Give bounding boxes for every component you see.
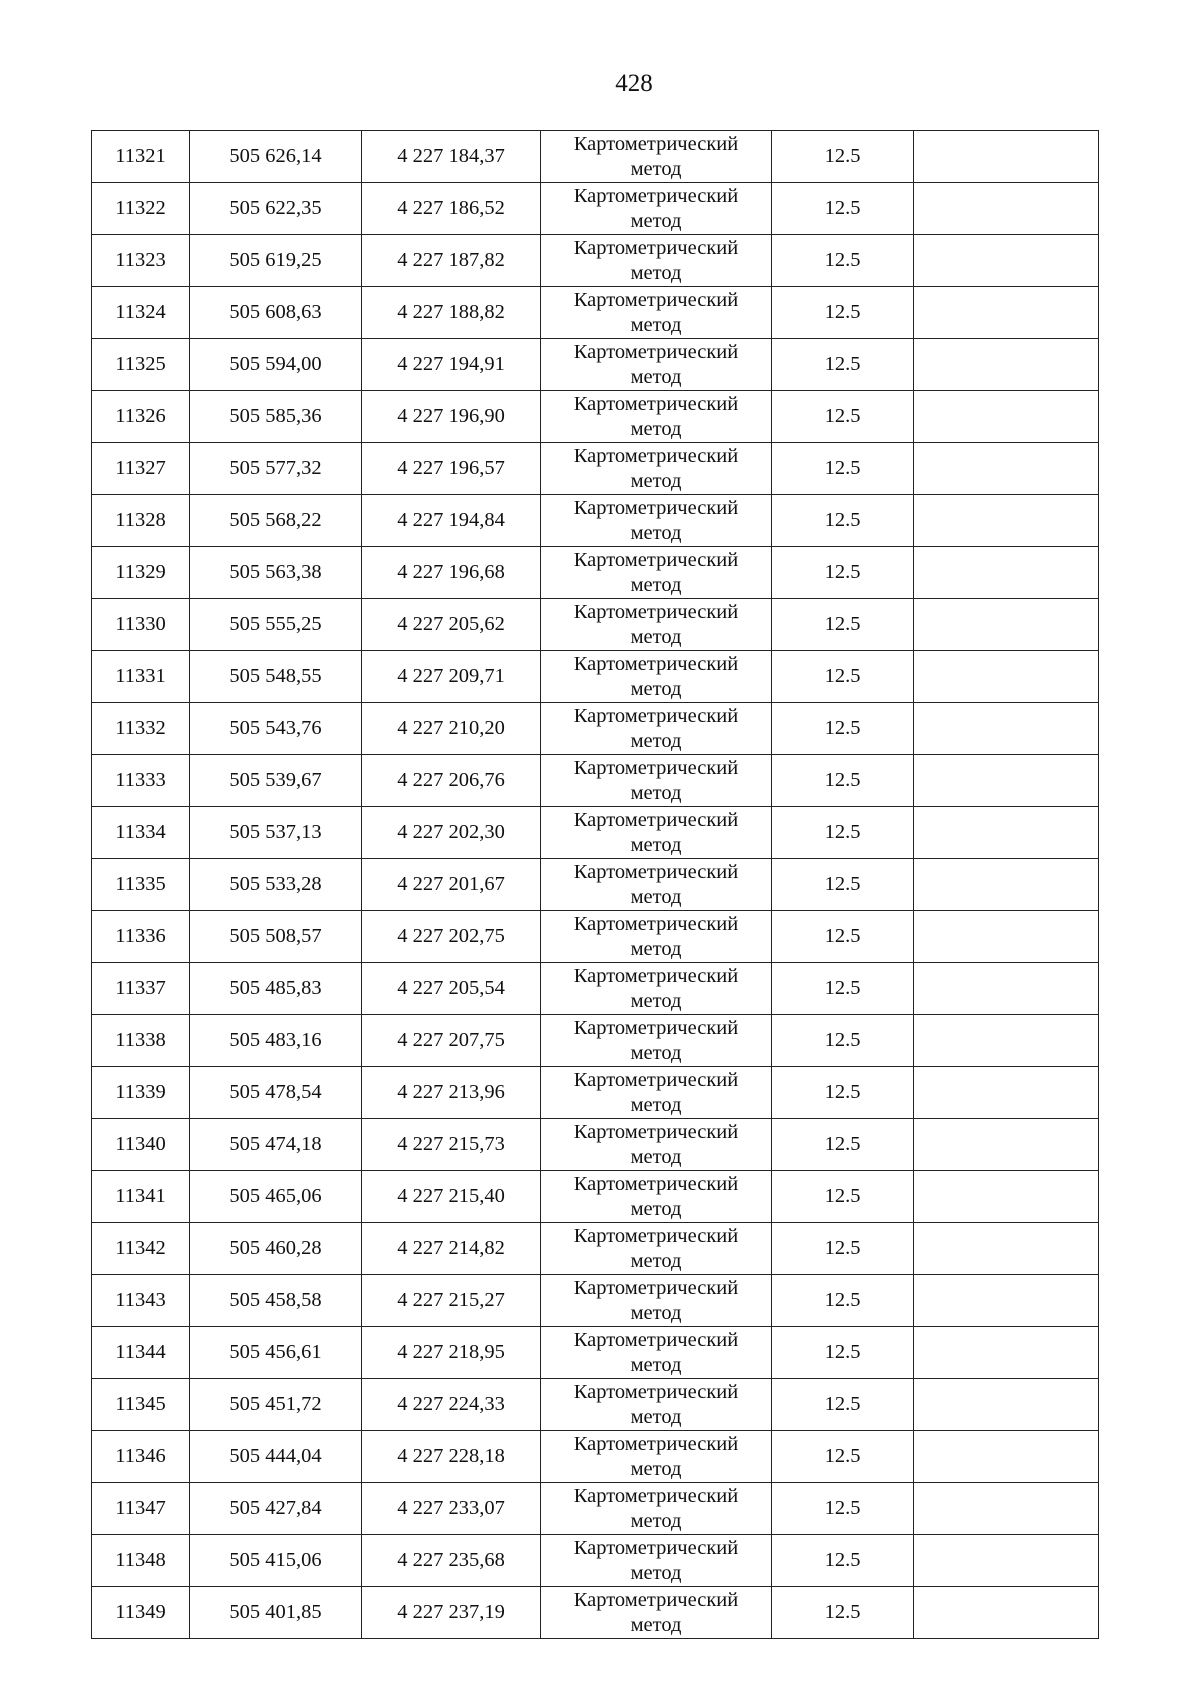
- method-line-2: метод: [630, 625, 682, 648]
- accuracy-cell: 12.5: [772, 443, 914, 495]
- point-number-cell: 11343: [92, 1275, 190, 1327]
- x-coordinate-cell: 505 555,25: [190, 599, 362, 651]
- method-cell: [541, 131, 772, 183]
- x-coordinate-cell: 505 594,00: [190, 339, 362, 391]
- method-cell: [541, 1015, 772, 1067]
- method-cell: [541, 235, 772, 287]
- y-coordinate-cell: 4 227 205,54: [362, 963, 541, 1015]
- accuracy-cell: 12.5: [772, 1535, 914, 1587]
- table-row: [92, 1067, 1099, 1119]
- point-number-cell: 11340: [92, 1119, 190, 1171]
- x-coordinate-cell: 505 622,35: [190, 183, 362, 235]
- method-line-2: метод: [630, 573, 682, 596]
- accuracy-cell: 12.5: [772, 1171, 914, 1223]
- method-line-1: Картометрический: [573, 548, 739, 571]
- accuracy-cell: 12.5: [772, 1015, 914, 1067]
- point-number-cell: 11335: [92, 859, 190, 911]
- method-line-1: Картометрический: [573, 704, 739, 727]
- x-coordinate-cell: 505 460,28: [190, 1223, 362, 1275]
- accuracy-cell: 12.5: [772, 963, 914, 1015]
- method-line-1: Картометрический: [573, 132, 739, 155]
- y-coordinate-cell: 4 227 202,75: [362, 911, 541, 963]
- x-coordinate-cell: 505 577,32: [190, 443, 362, 495]
- method-line-2: метод: [630, 365, 682, 388]
- y-coordinate-cell: 4 227 214,82: [362, 1223, 541, 1275]
- page-number: 428: [615, 70, 653, 97]
- point-number-cell: 11344: [92, 1327, 190, 1379]
- y-coordinate-cell: 4 227 184,37: [362, 131, 541, 183]
- method-cell: [541, 911, 772, 963]
- method-line-2: метод: [630, 1301, 682, 1324]
- x-coordinate-cell: 505 485,83: [190, 963, 362, 1015]
- y-coordinate-cell: 4 227 233,07: [362, 1483, 541, 1535]
- table-row: [92, 1587, 1099, 1639]
- point-number-cell: 11330: [92, 599, 190, 651]
- method-line-2: метод: [630, 261, 682, 284]
- point-number-cell: 11324: [92, 287, 190, 339]
- y-coordinate-cell: 4 227 194,91: [362, 339, 541, 391]
- point-number-cell: 11341: [92, 1171, 190, 1223]
- point-number-cell: 11321: [92, 131, 190, 183]
- y-coordinate-cell: 4 227 228,18: [362, 1431, 541, 1483]
- method-cell: [541, 703, 772, 755]
- x-coordinate-cell: 505 539,67: [190, 755, 362, 807]
- coordinates-table: [91, 130, 1099, 1639]
- method-line-2: метод: [630, 1561, 682, 1584]
- table-row: [92, 235, 1099, 287]
- method-line-1: Картометрический: [573, 236, 739, 259]
- x-coordinate-cell: 505 619,25: [190, 235, 362, 287]
- table-row: [92, 547, 1099, 599]
- x-coordinate-cell: 505 543,76: [190, 703, 362, 755]
- x-coordinate-cell: 505 508,57: [190, 911, 362, 963]
- method-line-1: Картометрический: [573, 340, 739, 363]
- method-line-1: Картометрический: [573, 964, 739, 987]
- x-coordinate-cell: 505 533,28: [190, 859, 362, 911]
- table-row: [92, 859, 1099, 911]
- table-row: [92, 131, 1099, 183]
- method-line-1: Картометрический: [573, 1068, 739, 1091]
- method-line-2: метод: [630, 469, 682, 492]
- point-number-cell: 11334: [92, 807, 190, 859]
- table-row: [92, 1535, 1099, 1587]
- table-row: [92, 1327, 1099, 1379]
- table-row: [92, 339, 1099, 391]
- method-cell: [541, 859, 772, 911]
- accuracy-cell: 12.5: [772, 599, 914, 651]
- y-coordinate-cell: 4 227 207,75: [362, 1015, 541, 1067]
- y-coordinate-cell: 4 227 196,90: [362, 391, 541, 443]
- accuracy-cell: 12.5: [772, 131, 914, 183]
- method-cell: [541, 1327, 772, 1379]
- method-line-1: Картометрический: [573, 1224, 739, 1247]
- empty-cell: [914, 1067, 1099, 1119]
- empty-cell: [914, 495, 1099, 547]
- empty-cell: [914, 391, 1099, 443]
- empty-cell: [914, 1015, 1099, 1067]
- y-coordinate-cell: 4 227 187,82: [362, 235, 541, 287]
- method-line-1: Картометрический: [573, 912, 739, 935]
- point-number-cell: 11333: [92, 755, 190, 807]
- method-line-1: Картометрический: [573, 1016, 739, 1039]
- empty-cell: [914, 807, 1099, 859]
- empty-cell: [914, 1431, 1099, 1483]
- method-line-2: метод: [630, 833, 682, 856]
- method-line-1: Картометрический: [573, 392, 739, 415]
- y-coordinate-cell: 4 227 196,68: [362, 547, 541, 599]
- x-coordinate-cell: 505 465,06: [190, 1171, 362, 1223]
- accuracy-cell: 12.5: [772, 391, 914, 443]
- empty-cell: [914, 1535, 1099, 1587]
- method-line-1: Картометрический: [573, 808, 739, 831]
- accuracy-cell: 12.5: [772, 859, 914, 911]
- table-row: [92, 287, 1099, 339]
- point-number-cell: 11323: [92, 235, 190, 287]
- empty-cell: [914, 339, 1099, 391]
- y-coordinate-cell: 4 227 237,19: [362, 1587, 541, 1639]
- accuracy-cell: 12.5: [772, 1379, 914, 1431]
- x-coordinate-cell: 505 458,58: [190, 1275, 362, 1327]
- y-coordinate-cell: 4 227 210,20: [362, 703, 541, 755]
- point-number-cell: 11342: [92, 1223, 190, 1275]
- method-cell: [541, 443, 772, 495]
- accuracy-cell: 12.5: [772, 807, 914, 859]
- method-line-2: метод: [630, 1509, 682, 1532]
- accuracy-cell: 12.5: [772, 911, 914, 963]
- table-row: [92, 1275, 1099, 1327]
- accuracy-cell: 12.5: [772, 651, 914, 703]
- method-line-2: метод: [630, 1405, 682, 1428]
- empty-cell: [914, 651, 1099, 703]
- y-coordinate-cell: 4 227 206,76: [362, 755, 541, 807]
- table-row: [92, 807, 1099, 859]
- method-line-2: метод: [630, 677, 682, 700]
- method-line-2: метод: [630, 157, 682, 180]
- x-coordinate-cell: 505 585,36: [190, 391, 362, 443]
- x-coordinate-cell: 505 537,13: [190, 807, 362, 859]
- x-coordinate-cell: 505 451,72: [190, 1379, 362, 1431]
- empty-cell: [914, 287, 1099, 339]
- empty-cell: [914, 1587, 1099, 1639]
- y-coordinate-cell: 4 227 215,27: [362, 1275, 541, 1327]
- method-line-2: метод: [630, 209, 682, 232]
- method-line-1: Картометрический: [573, 1536, 739, 1559]
- accuracy-cell: 12.5: [772, 1067, 914, 1119]
- method-cell: [541, 1483, 772, 1535]
- accuracy-cell: 12.5: [772, 339, 914, 391]
- empty-cell: [914, 755, 1099, 807]
- table-row: [92, 443, 1099, 495]
- method-line-1: Картометрический: [573, 600, 739, 623]
- method-line-2: метод: [630, 885, 682, 908]
- accuracy-cell: 12.5: [772, 183, 914, 235]
- point-number-cell: 11348: [92, 1535, 190, 1587]
- method-line-2: метод: [630, 1041, 682, 1064]
- accuracy-cell: 12.5: [772, 1119, 914, 1171]
- table-body: [92, 131, 1099, 1639]
- empty-cell: [914, 1171, 1099, 1223]
- empty-cell: [914, 547, 1099, 599]
- accuracy-cell: 12.5: [772, 1431, 914, 1483]
- method-line-2: метод: [630, 313, 682, 336]
- method-cell: [541, 339, 772, 391]
- table-row: [92, 1431, 1099, 1483]
- x-coordinate-cell: 505 474,18: [190, 1119, 362, 1171]
- table-row: [92, 651, 1099, 703]
- point-number-cell: 11337: [92, 963, 190, 1015]
- method-line-2: метод: [630, 729, 682, 752]
- table-row: [92, 1483, 1099, 1535]
- point-number-cell: 11326: [92, 391, 190, 443]
- point-number-cell: 11327: [92, 443, 190, 495]
- method-line-1: Картометрический: [573, 288, 739, 311]
- table-row: [92, 1223, 1099, 1275]
- method-cell: [541, 547, 772, 599]
- point-number-cell: 11331: [92, 651, 190, 703]
- method-line-1: Картометрический: [573, 1172, 739, 1195]
- table-row: [92, 911, 1099, 963]
- accuracy-cell: 12.5: [772, 235, 914, 287]
- x-coordinate-cell: 505 427,84: [190, 1483, 362, 1535]
- method-line-2: метод: [630, 781, 682, 804]
- method-line-2: метод: [630, 1457, 682, 1480]
- method-line-2: метод: [630, 1197, 682, 1220]
- method-line-1: Картометрический: [573, 496, 739, 519]
- table-row: [92, 1119, 1099, 1171]
- method-cell: [541, 1535, 772, 1587]
- x-coordinate-cell: 505 444,04: [190, 1431, 362, 1483]
- point-number-cell: 11328: [92, 495, 190, 547]
- method-line-2: метод: [630, 1613, 682, 1636]
- y-coordinate-cell: 4 227 201,67: [362, 859, 541, 911]
- method-line-2: метод: [630, 1093, 682, 1116]
- method-cell: [541, 651, 772, 703]
- empty-cell: [914, 599, 1099, 651]
- method-cell: [541, 1431, 772, 1483]
- method-line-1: Картометрический: [573, 1432, 739, 1455]
- method-line-1: Картометрический: [573, 1380, 739, 1403]
- empty-cell: [914, 1483, 1099, 1535]
- method-line-2: метод: [630, 417, 682, 440]
- method-line-1: Картометрический: [573, 1276, 739, 1299]
- method-cell: [541, 1379, 772, 1431]
- accuracy-cell: 12.5: [772, 287, 914, 339]
- y-coordinate-cell: 4 227 202,30: [362, 807, 541, 859]
- point-number-cell: 11322: [92, 183, 190, 235]
- method-line-2: метод: [630, 937, 682, 960]
- y-coordinate-cell: 4 227 186,52: [362, 183, 541, 235]
- accuracy-cell: 12.5: [772, 1587, 914, 1639]
- empty-cell: [914, 1379, 1099, 1431]
- empty-cell: [914, 183, 1099, 235]
- x-coordinate-cell: 505 548,55: [190, 651, 362, 703]
- y-coordinate-cell: 4 227 224,33: [362, 1379, 541, 1431]
- y-coordinate-cell: 4 227 235,68: [362, 1535, 541, 1587]
- accuracy-cell: 12.5: [772, 1275, 914, 1327]
- empty-cell: [914, 1223, 1099, 1275]
- empty-cell: [914, 131, 1099, 183]
- empty-cell: [914, 1275, 1099, 1327]
- method-line-2: метод: [630, 1249, 682, 1272]
- table-row: [92, 495, 1099, 547]
- accuracy-cell: 12.5: [772, 703, 914, 755]
- table-row: [92, 391, 1099, 443]
- point-number-cell: 11332: [92, 703, 190, 755]
- x-coordinate-cell: 505 456,61: [190, 1327, 362, 1379]
- table-row: [92, 1379, 1099, 1431]
- method-line-1: Картометрический: [573, 1484, 739, 1507]
- method-line-1: Картометрический: [573, 184, 739, 207]
- empty-cell: [914, 1119, 1099, 1171]
- table-row: [92, 963, 1099, 1015]
- method-cell: [541, 1223, 772, 1275]
- method-cell: [541, 599, 772, 651]
- empty-cell: [914, 859, 1099, 911]
- x-coordinate-cell: 505 478,54: [190, 1067, 362, 1119]
- method-cell: [541, 1119, 772, 1171]
- point-number-cell: 11349: [92, 1587, 190, 1639]
- point-number-cell: 11338: [92, 1015, 190, 1067]
- method-cell: [541, 1275, 772, 1327]
- y-coordinate-cell: 4 227 213,96: [362, 1067, 541, 1119]
- point-number-cell: 11346: [92, 1431, 190, 1483]
- empty-cell: [914, 443, 1099, 495]
- method-line-2: метод: [630, 1353, 682, 1376]
- x-coordinate-cell: 505 608,63: [190, 287, 362, 339]
- y-coordinate-cell: 4 227 209,71: [362, 651, 541, 703]
- method-line-1: Картометрический: [573, 1120, 739, 1143]
- point-number-cell: 11329: [92, 547, 190, 599]
- method-line-1: Картометрический: [573, 756, 739, 779]
- x-coordinate-cell: 505 626,14: [190, 131, 362, 183]
- x-coordinate-cell: 505 568,22: [190, 495, 362, 547]
- table-row: [92, 183, 1099, 235]
- empty-cell: [914, 911, 1099, 963]
- method-line-1: Картометрический: [573, 860, 739, 883]
- y-coordinate-cell: 4 227 215,40: [362, 1171, 541, 1223]
- accuracy-cell: 12.5: [772, 1223, 914, 1275]
- method-line-1: Картометрический: [573, 652, 739, 675]
- point-number-cell: 11347: [92, 1483, 190, 1535]
- method-cell: [541, 287, 772, 339]
- table-row: [92, 599, 1099, 651]
- empty-cell: [914, 1327, 1099, 1379]
- method-line-1: Картометрический: [573, 1328, 739, 1351]
- method-cell: [541, 391, 772, 443]
- empty-cell: [914, 703, 1099, 755]
- y-coordinate-cell: 4 227 194,84: [362, 495, 541, 547]
- method-line-2: метод: [630, 521, 682, 544]
- method-line-1: Картометрический: [573, 1588, 739, 1611]
- table-row: [92, 755, 1099, 807]
- method-cell: [541, 963, 772, 1015]
- empty-cell: [914, 963, 1099, 1015]
- accuracy-cell: 12.5: [772, 547, 914, 599]
- accuracy-cell: 12.5: [772, 495, 914, 547]
- y-coordinate-cell: 4 227 188,82: [362, 287, 541, 339]
- table-row: [92, 1015, 1099, 1067]
- accuracy-cell: 12.5: [772, 755, 914, 807]
- y-coordinate-cell: 4 227 196,57: [362, 443, 541, 495]
- method-cell: [541, 807, 772, 859]
- method-cell: [541, 183, 772, 235]
- accuracy-cell: 12.5: [772, 1327, 914, 1379]
- empty-cell: [914, 235, 1099, 287]
- method-cell: [541, 1587, 772, 1639]
- x-coordinate-cell: 505 563,38: [190, 547, 362, 599]
- y-coordinate-cell: 4 227 215,73: [362, 1119, 541, 1171]
- table-row: [92, 703, 1099, 755]
- table-row: [92, 1171, 1099, 1223]
- y-coordinate-cell: 4 227 218,95: [362, 1327, 541, 1379]
- method-cell: [541, 755, 772, 807]
- point-number-cell: 11336: [92, 911, 190, 963]
- accuracy-cell: 12.5: [772, 1483, 914, 1535]
- method-line-2: метод: [630, 989, 682, 1012]
- method-cell: [541, 495, 772, 547]
- method-cell: [541, 1171, 772, 1223]
- method-cell: [541, 1067, 772, 1119]
- y-coordinate-cell: 4 227 205,62: [362, 599, 541, 651]
- point-number-cell: 11325: [92, 339, 190, 391]
- x-coordinate-cell: 505 401,85: [190, 1587, 362, 1639]
- method-line-2: метод: [630, 1145, 682, 1168]
- x-coordinate-cell: 505 483,16: [190, 1015, 362, 1067]
- point-number-cell: 11339: [92, 1067, 190, 1119]
- method-line-1: Картометрический: [573, 444, 739, 467]
- point-number-cell: 11345: [92, 1379, 190, 1431]
- x-coordinate-cell: 505 415,06: [190, 1535, 362, 1587]
